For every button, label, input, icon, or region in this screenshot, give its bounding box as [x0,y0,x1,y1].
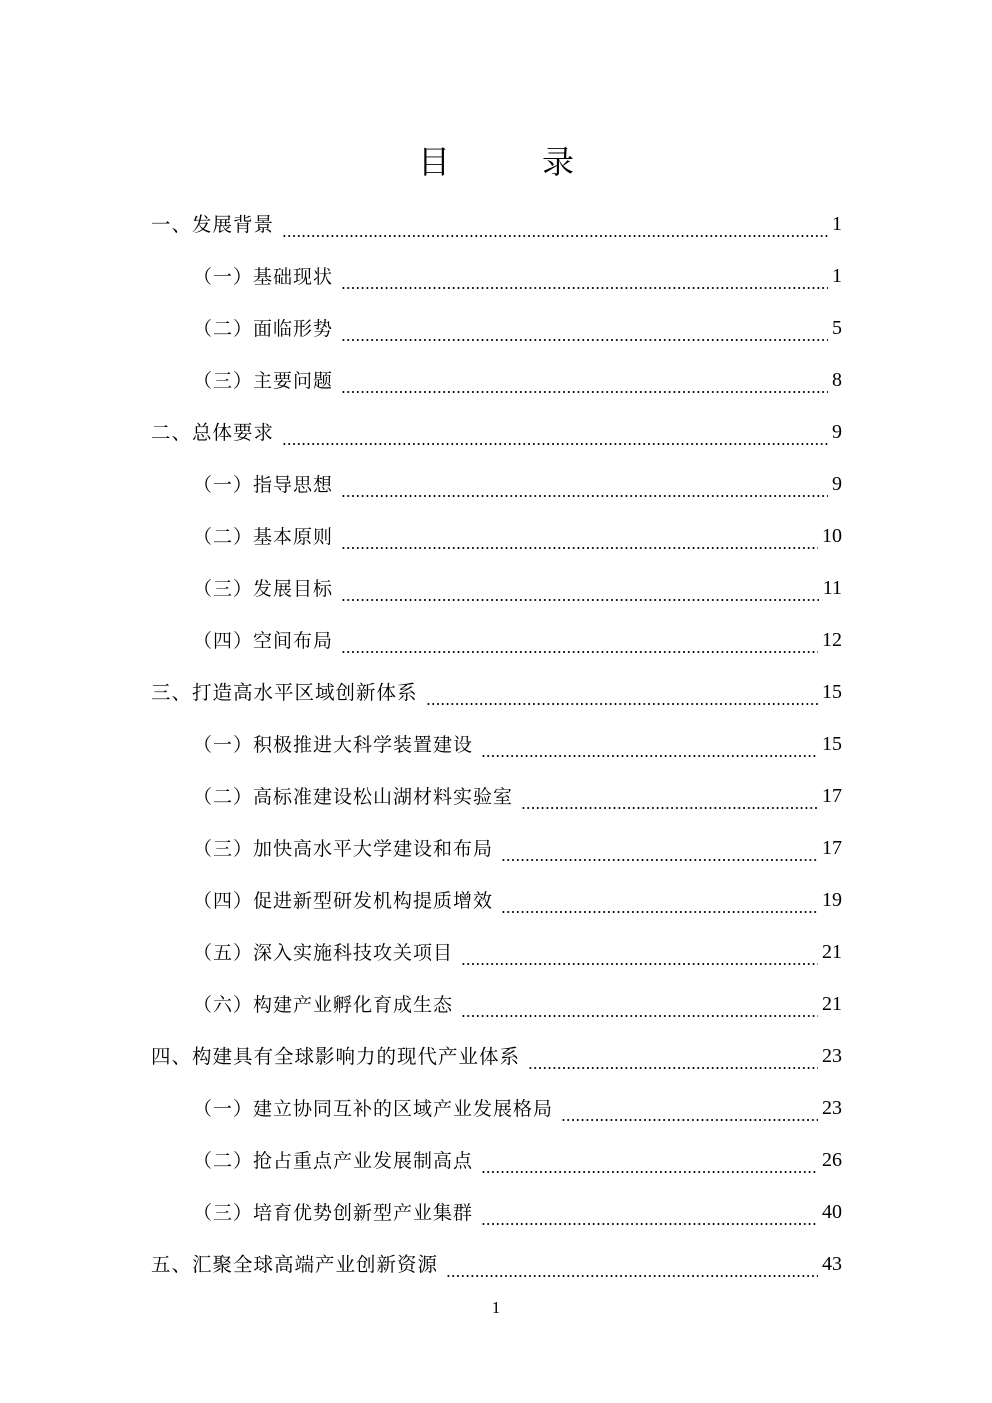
toc-page-number: 40 [822,1200,842,1223]
toc-entry-label: （四）促进新型研发机构提质增效 [193,889,494,912]
toc-dot-leader [341,634,818,654]
toc-dot-leader [481,1154,818,1174]
toc-page-number: 15 [822,680,842,703]
toc-section-entry[interactable] [0,197,992,249]
toc-entry-label: （一）基础现状 [193,265,334,288]
toc-page-number: 23 [822,1044,842,1067]
toc-entry-label: （二）高标准建设松山湖材料实验室 [193,785,514,808]
toc-entry-label: （一）指导思想 [193,473,334,496]
toc-entry-label: （三）培育优势创新型产业集群 [193,1201,474,1224]
toc-subsection-entry[interactable] [0,509,992,561]
toc-dot-leader [501,842,818,862]
toc-dot-leader [341,374,828,394]
toc-page-number: 1 [832,212,842,235]
toc-page-number: 9 [832,420,842,443]
toc-entry-label: （一）积极推进大科学装置建设 [193,733,474,756]
toc-section-entry[interactable] [0,1029,992,1081]
toc-page-number: 15 [822,732,842,755]
toc-section-entry[interactable] [0,665,992,717]
toc-page-number: 9 [832,472,842,495]
toc-entry-label: （二）面临形势 [193,317,334,340]
toc-entry-label: 四、构建具有全球影响力的现代产业体系 [151,1045,521,1068]
toc-subsection-entry[interactable] [0,1133,992,1185]
toc-subsection-entry[interactable] [0,301,992,353]
toc-dot-leader [561,1102,818,1122]
toc-dot-leader [521,790,818,810]
toc-entry-label: （三）发展目标 [193,577,334,600]
toc-page-number: 21 [822,992,842,1015]
toc-dot-leader [501,894,818,914]
toc-dot-leader [426,686,818,706]
toc-entry-label: 三、打造高水平区域创新体系 [151,681,418,704]
toc-dot-leader [461,946,818,966]
toc-dot-leader [341,582,819,602]
toc-subsection-entry[interactable] [0,249,992,301]
toc-subsection-entry[interactable] [0,353,992,405]
toc-entry-label: （三）主要问题 [193,369,334,392]
table-of-contents [0,197,992,1289]
toc-page-number: 43 [822,1252,842,1275]
toc-dot-leader [528,1050,818,1070]
toc-subsection-entry[interactable] [0,769,992,821]
toc-section-entry[interactable] [0,1237,992,1289]
toc-entry-label: 一、发展背景 [151,213,275,236]
toc-page-number: 1 [832,264,842,287]
toc-dot-leader [446,1258,818,1278]
toc-dot-leader [481,1206,818,1226]
toc-dot-leader [481,738,818,758]
toc-subsection-entry[interactable] [0,561,992,613]
toc-entry-label: （四）空间布局 [193,629,334,652]
toc-subsection-entry[interactable] [0,1185,992,1237]
toc-page-number: 12 [822,628,842,651]
toc-entry-label: （六）构建产业孵化育成生态 [193,993,454,1016]
toc-entry-label: （五）深入实施科技攻关项目 [193,941,454,964]
toc-page-number: 17 [822,784,842,807]
toc-section-entry[interactable] [0,405,992,457]
toc-page-number: 26 [822,1148,842,1171]
toc-entry-label: （二）抢占重点产业发展制高点 [193,1149,474,1172]
toc-dot-leader [341,530,818,550]
toc-page-number: 5 [832,316,842,339]
toc-entry-label: （一）建立协同互补的区域产业发展格局 [193,1097,554,1120]
toc-subsection-entry[interactable] [0,925,992,977]
toc-subsection-entry[interactable] [0,821,992,873]
toc-page-number: 8 [832,368,842,391]
toc-page-number: 17 [822,836,842,859]
toc-entry-label: （三）加快高水平大学建设和布局 [193,837,494,860]
toc-subsection-entry[interactable] [0,717,992,769]
footer-page-number: 1 [491,1298,501,1317]
toc-entry-label: 二、总体要求 [151,421,275,444]
toc-entry-label: （二）基本原则 [193,525,334,548]
toc-page-number: 10 [822,524,842,547]
toc-dot-leader [341,478,828,498]
toc-page-number: 19 [822,888,842,911]
toc-subsection-entry[interactable] [0,873,992,925]
toc-subsection-entry[interactable] [0,613,992,665]
toc-dot-leader [461,998,818,1018]
toc-page-number: 11 [822,576,842,599]
page-title: 目 录 [417,143,604,181]
toc-subsection-entry[interactable] [0,1081,992,1133]
toc-subsection-entry[interactable] [0,977,992,1029]
toc-page-number: 21 [822,940,842,963]
toc-dot-leader [282,426,828,446]
toc-dot-leader [341,270,828,290]
toc-dot-leader [341,322,828,342]
toc-entry-label: 五、汇聚全球高端产业创新资源 [151,1253,439,1276]
toc-dot-leader [282,218,828,238]
toc-subsection-entry[interactable] [0,457,992,509]
toc-page-number: 23 [822,1096,842,1119]
